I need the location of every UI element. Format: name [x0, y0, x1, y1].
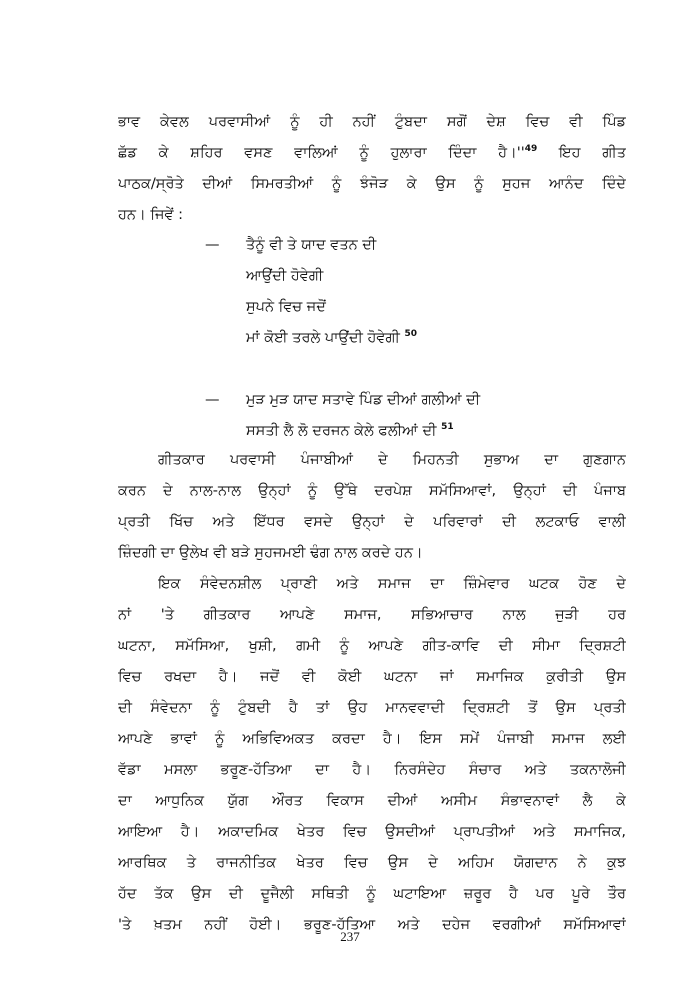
footnote-50: 50 [404, 329, 418, 339]
verse-1-line-2: ਆਉਂਦੀ ਹੋਵੇਗੀ [246, 268, 324, 284]
verse-2-line-2 [246, 416, 454, 446]
verse-2-line-1: ਮੁੜ ਮੁੜ ਯਾਦ ਸਤਾਵੇ ਪਿੰਡ ਦੀਆਂ ਗਲੀਆਂ ਦੀ [246, 392, 481, 408]
paragraph-2-line-1: ਗੀਤਕਾਰ ਪਰਵਾਸੀ ਪੰਜਾਬੀਆਂ ਦੇ ਮਿਹਨਤੀ ਸੁਭਾਅ ਦਾ ਗੁਣਗਾਨ [158, 452, 626, 468]
paragraph-3-line-2: ਨਾਂ 'ਤੇ ਗੀਤਕਾਰ ਆਪਣੇ ਸਮਾਜ, ਸਭਿਆਚਾਰ ਨਾਲ ਜੁੜੀ ਹਰ [118, 607, 626, 623]
paragraph-3-line-6: ਆਪਣੇ ਭਾਵਾਂ ਨੂੰ ਅਭਿਵਿਅਕਤ ਕਰਦਾ ਹੈ। ਇਸ ਸਮੇਂ ਪੰਜਾਬੀ ਸਮਾਜ ਲਈ [118, 731, 626, 747]
paragraph-3-line-3: ਘਟਨਾ, ਸਮੱਸਿਆ, ਖੁਸ਼ੀ, ਗਮੀ ਨੂੰ ਆਪਣੇ ਗੀਤ-ਕਾਵਿ ਦੀ ਸੀਮਾ ਦ੍ਰਿਸ਼ਟੀ [118, 638, 626, 654]
paragraph-1-line-2-text: ਛੱਡ ਕੇ ਸ਼ਹਿਰ ਵਸਣ ਵਾਲਿਆਂ ਨੂੰ ਹੁਲਾਰਾ ਦਿੰਦਾ ਹੈ।'' [118, 145, 525, 161]
verse-1-dash: — [205, 237, 220, 253]
verse-2-dash: — [205, 392, 220, 408]
paragraph-2-line-3: ਪ੍ਰਤੀ ਖਿੱਚ ਅਤੇ ਇੱਧਰ ਵਸਦੇ ਉਨ੍ਹਾਂ ਦੇ ਪਰਿਵਾਰਾਂ ਦੀ ਲਟਕਾਓ ਵਾਲੀ [118, 514, 626, 530]
paragraph-1-line-2-tail: ਇਹ ਗੀਤ [559, 145, 626, 161]
paragraph-2-line-2: ਕਰਨ ਦੇ ਨਾਲ-ਨਾਲ ਉਨ੍ਹਾਂ ਨੂੰ ਉੱਥੇ ਦਰਪੇਸ਼ ਸਮੱਸਿਆਵਾਂ, ਉਨ੍ਹਾਂ ਦੀ ਪੰਜਾਬ [118, 483, 626, 499]
footnote-49: 49 [524, 144, 538, 154]
paragraph-1-line-4: ਹਨ। ਜਿਵੇਂ : [118, 207, 184, 223]
paragraph-3-line-10: ਆਰਥਿਕ ਤੇ ਰਾਜਨੀਤਿਕ ਖੇਤਰ ਵਿਚ ਉਸ ਦੇ ਅਹਿਮ ਯੋਗਦਾਨ ਨੇ ਕੁਝ [118, 855, 626, 871]
paragraph-3-line-7: ਵੱਡਾ ਮਸਲਾ ਭਰੂਣ-ਹੱਤਿਆ ਦਾ ਹੈ। ਨਿਰਸੰਦੇਹ ਸੰਚਾਰ ਅਤੇ ਤਕਨਾਲੋਜੀ [118, 762, 626, 778]
verse-1-line-1: ਤੈਨੂੰ ਵੀ ਤੇ ਯਾਦ ਵਤਨ ਦੀ [246, 237, 377, 253]
verse-1-line-4 [246, 323, 417, 353]
paragraph-3-line-8: ਦਾ ਆਧੁਨਿਕ ਯੁੱਗ ਔਰਤ ਵਿਕਾਸ ਦੀਆਂ ਅਸੀਮ ਸੰਭਾਵਨਾਵਾਂ ਲੈ ਕੇ [118, 793, 626, 809]
paragraph-1-line-3: ਪਾਠਕ/ਸ੍ਰੋਤੇ ਦੀਆਂ ਸਿਮਰਤੀਆਂ ਨੂੰ ਝੰਜੋੜ ਕੇ ਉਸ ਨੂੰ ਸੁਹਜ ਆਨੰਦ ਦਿੰਦੇ [118, 176, 626, 192]
paragraph-3-line-4: ਵਿਚ ਰਖਦਾ ਹੈ। ਜਦੋਂ ਵੀ ਕੋਈ ਘਟਨਾ ਜਾਂ ਸਮਾਜਿਕ ਕੁਰੀਤੀ ਉਸ [118, 669, 626, 685]
paragraph-3-line-11: ਹੱਦ ਤੱਕ ਉਸ ਦੀ ਦੂਜੈਲੀ ਸਥਿਤੀ ਨੂੰ ਘਟਾਇਆ ਜ਼ਰੂਰ ਹੈ ਪਰ ਪੂਰੇ ਤੌਰ [118, 886, 626, 902]
paragraph-3-line-5: ਦੀ ਸੰਵੇਦਨਾ ਨੂੰ ਟੁੰਬਦੀ ਹੈ ਤਾਂ ਉਹ ਮਾਨਵਵਾਦੀ ਦ੍ਰਿਸ਼ਟੀ ਤੋਂ ਉਸ ਪ੍ਰਤੀ [118, 700, 626, 716]
paragraph-2-line-4: ਜ਼ਿੰਦਗੀ ਦਾ ਉਲੇਖ ਵੀ ਬੜੇ ਸੁਹਜਮਈ ਢੰਗ ਨਾਲ ਕਰਦੇ ਹਨ। [118, 545, 423, 561]
paragraph-3-line-1: ਇਕ ਸੰਵੇਦਨਸ਼ੀਲ ਪ੍ਰਾਣੀ ਅਤੇ ਸਮਾਜ ਦਾ ਜ਼ਿੰਮੇਵਾਰ ਘਟਕ ਹੋਣ ਦੇ [158, 576, 626, 592]
paragraph-3-line-9: ਆਇਆ ਹੈ। ਅਕਾਦਮਿਕ ਖੇਤਰ ਵਿਚ ਉਸਦੀਆਂ ਪ੍ਰਾਪਤੀਆਂ ਅਤੇ ਸਮਾਜਿਕ, [118, 824, 626, 840]
verse-2-line-2-text: ਸਸਤੀ ਲੈ ਲੋ ਦਰਜਨ ਕੇਲੇ ਫਲੀਆਂ ਦੀ [246, 423, 437, 439]
footnote-51: 51 [441, 422, 454, 432]
paragraph-1-line-2 [118, 138, 626, 168]
paragraph-1-line-1: ਭਾਵ ਕੇਵਲ ਪਰਵਾਸੀਆਂ ਨੂੰ ਹੀ ਨਹੀਂ ਟੁੰਬਦਾ ਸਗੋਂ ਦੇਸ਼ ਵਿਚ ਵੀ ਪਿੰਡ [118, 114, 626, 130]
verse-1-line-4-text: ਮਾਂ ਕੋਈ ਤਰਲੇ ਪਾਉਂਦੀ ਹੋਵੇਗੀ [246, 330, 400, 346]
page-number: 237 [340, 929, 360, 944]
paragraph-3-line-12: 'ਤੇ ਖ਼ਤਮ ਨਹੀਂ ਹੋਈ। ਭਰੂਣ-ਹੱਤਿਆ ਅਤੇ ਦਹੇਜ ਵਰਗੀਆਂ ਸਮੱਸਿਆਵਾਂ [118, 917, 626, 933]
verse-1-line-3: ਸੁਪਨੇ ਵਿਚ ਜਦੋਂ [246, 299, 326, 315]
